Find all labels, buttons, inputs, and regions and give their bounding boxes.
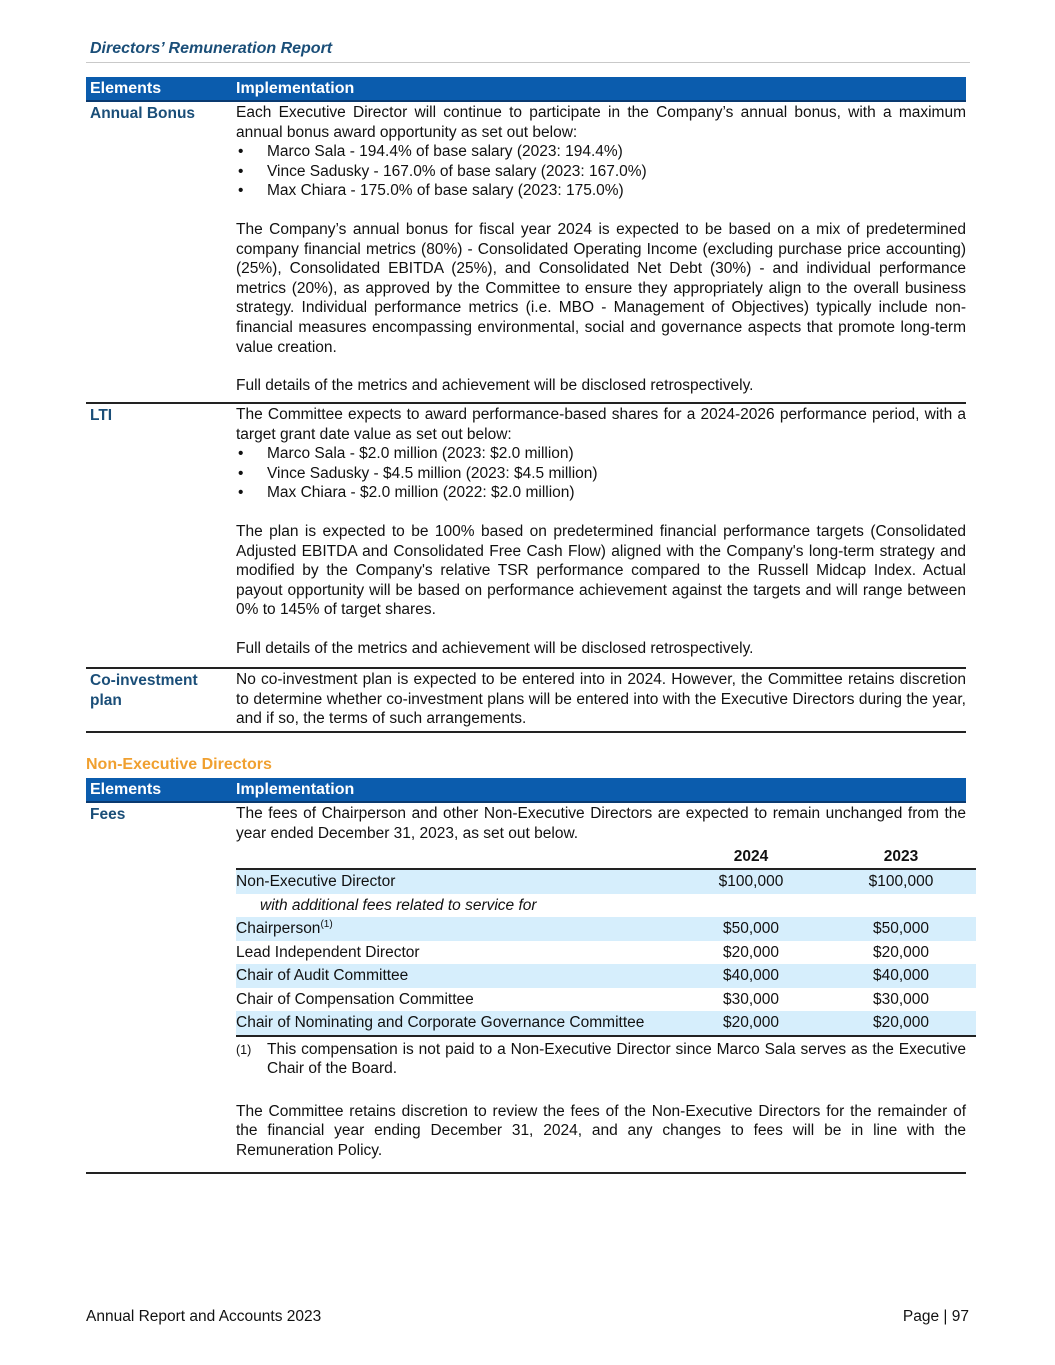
fee-2024: $50,000 — [676, 917, 826, 941]
year-2023: 2023 — [883, 848, 919, 866]
footnote-marker: (1) — [236, 1042, 252, 1057]
table-row — [236, 869, 976, 894]
annual-bonus-intro: Each Executive Director will continue to participate in the Company’s annual bonus, with a maximum annual bonus award opportunity as set out below: — [236, 104, 966, 141]
coinvestment-content — [236, 669, 966, 729]
fees-closing: The Committee retains discretion to review the fees of the Non-Executive Directors for the remainder of the financial year ending December 31, 2024, and any changes to fees will be in line with the Remuneration Policy. — [236, 1102, 966, 1160]
table-row — [236, 964, 976, 988]
page-header-title: Directors’ Remuneration Report — [90, 40, 333, 57]
fees-data-table — [236, 846, 976, 1037]
fee-name: Lead Independent Director — [236, 943, 420, 961]
row-annual-bonus — [86, 102, 966, 404]
annual-bonus-paragraph: The Company’s annual bonus for fiscal year 2024 is expected to be based on a mix of predetermined company financial metrics (80%) - Consolidated Operating Income (excluding purchase price accounting) (25%), Consolidated EBITDA (25%), and Consolidated Net Debt (30%) - and individual performance metrics (20%), as approved by the Committee to ensure they appropriately align to the overall business strategy. Individual performance metrics (i.e. MBO - Management of Objectives) typically include non-financial measures encompassing environmental, social and governance aspects that promote long-term value creation. — [236, 220, 966, 356]
table-header — [86, 77, 966, 102]
fee-name: Chairperson$^{(1)}$ — [236, 917, 676, 941]
table-row — [236, 894, 976, 918]
table-row — [236, 1011, 976, 1036]
fee-2023: $20,000 — [826, 1011, 976, 1036]
fees-footnote — [236, 1040, 966, 1079]
list-item: • Marco Sala - 194.4% of base salary (2023: 194.4%) — [236, 142, 966, 162]
row-lti — [86, 404, 966, 669]
row-coinvestment — [86, 669, 966, 733]
annual-bonus-list — [236, 142, 966, 201]
fee-name: Non-Executive Director — [236, 869, 676, 894]
year-2024: 2024 — [733, 848, 769, 866]
fee-2024: $100,000 — [676, 869, 826, 894]
annual-bonus-closing: Full details of the metrics and achievement will be disclosed retrospectively. — [236, 377, 754, 395]
lti-closing: Full details of the metrics and achievement will be disclosed retrospectively. — [236, 639, 754, 657]
fee-2023: $40,000 — [826, 964, 976, 988]
row-fees — [86, 803, 966, 1174]
table-row — [236, 988, 976, 1012]
footer-report-title: Annual Report and Accounts 2023 — [86, 1308, 322, 1325]
fee-name: Chair of Nominating and Corporate Governance Committee — [236, 1011, 676, 1036]
fee-2023: $30,000 — [872, 990, 930, 1008]
footnote-text: This compensation is not paid to a Non-Executive Director since Marco Sala serves as the Executive Chair of the Board. — [267, 1040, 966, 1078]
fee-name: with additional fees related to service for — [260, 896, 537, 914]
table-header — [86, 778, 966, 803]
lti-label: LTI — [90, 407, 113, 424]
header-implementation: Implementation — [236, 80, 355, 97]
list-item: • Max Chiara - 175.0% of base salary (2023: 175.0%) — [236, 181, 966, 201]
fee-2024: $20,000 — [676, 1011, 826, 1036]
fees-year-header — [236, 846, 976, 869]
header-elements: Elements — [90, 80, 162, 97]
executive-implementation-table — [86, 77, 966, 733]
list-item: • Vince Sadusky - 167.0% of base salary (2023: 167.0%) — [236, 162, 966, 182]
annual-bonus-label: Annual Bonus — [90, 105, 196, 122]
list-item: • Marco Sala - $2.0 million (2023: $2.0 million) — [236, 444, 966, 464]
table-row — [236, 941, 976, 965]
fee-2023: $20,000 — [872, 943, 930, 961]
table-row — [236, 917, 976, 941]
list-item: • Vince Sadusky - $4.5 million (2023: $4.5 million) — [236, 464, 966, 484]
coinvestment-text: No co-investment plan is expected to be entered into in 2024. However, the Committee retains discretion to determine whether co-investment plans will be entered into with the Executive Directors during the year, and if so, the terms of such arrangements. — [236, 671, 966, 728]
fee-2024 — [676, 894, 826, 918]
fee-2023 — [826, 894, 976, 918]
non-executive-fees-table — [86, 778, 966, 1174]
fees-content — [236, 803, 966, 1161]
fee-2023: $50,000 — [826, 917, 976, 941]
page-header — [86, 38, 970, 63]
non-executive-section-title: Non-Executive Directors — [86, 756, 272, 773]
coinvestment-label: Co-investment plan — [90, 672, 198, 709]
header-implementation: Implementation — [236, 781, 355, 798]
header-elements: Elements — [90, 781, 162, 798]
fee-2024: $40,000 — [676, 964, 826, 988]
lti-content — [236, 404, 966, 659]
lti-list — [236, 444, 966, 503]
annual-bonus-content — [236, 102, 966, 396]
lti-intro: The Committee expects to award performance-based shares for a 2024-2026 performance period, with a target grant date value as set out below: — [236, 406, 966, 443]
fee-2024: $20,000 — [722, 943, 780, 961]
fee-2023: $100,000 — [826, 869, 976, 894]
lti-paragraph: The plan is expected to be 100% based on predetermined financial performance targets (Consolidated Adjusted EBITDA and Consolidated Free Cash Flow) aligned with the Company's long-term strategy and modified by the Company's relative TSR performance compared to the Russell Midcap Index. Actual payout opportunity will be based on performance achievement against the targets and will range between 0% to 145% of target shares. — [236, 522, 966, 619]
fees-intro: The fees of Chairperson and other Non-Executive Directors are expected to remain unchanged from the year ended December 31, 2023, as set out below. — [236, 805, 966, 842]
footer-page-number: Page | 97 — [902, 1308, 969, 1325]
fee-name: Chair of Audit Committee — [236, 964, 676, 988]
list-item: • Max Chiara - $2.0 million (2022: $2.0 million) — [236, 483, 966, 503]
fees-label: Fees — [90, 806, 126, 823]
fee-2024: $30,000 — [722, 990, 780, 1008]
fee-name: Chair of Compensation Committee — [236, 990, 474, 1008]
